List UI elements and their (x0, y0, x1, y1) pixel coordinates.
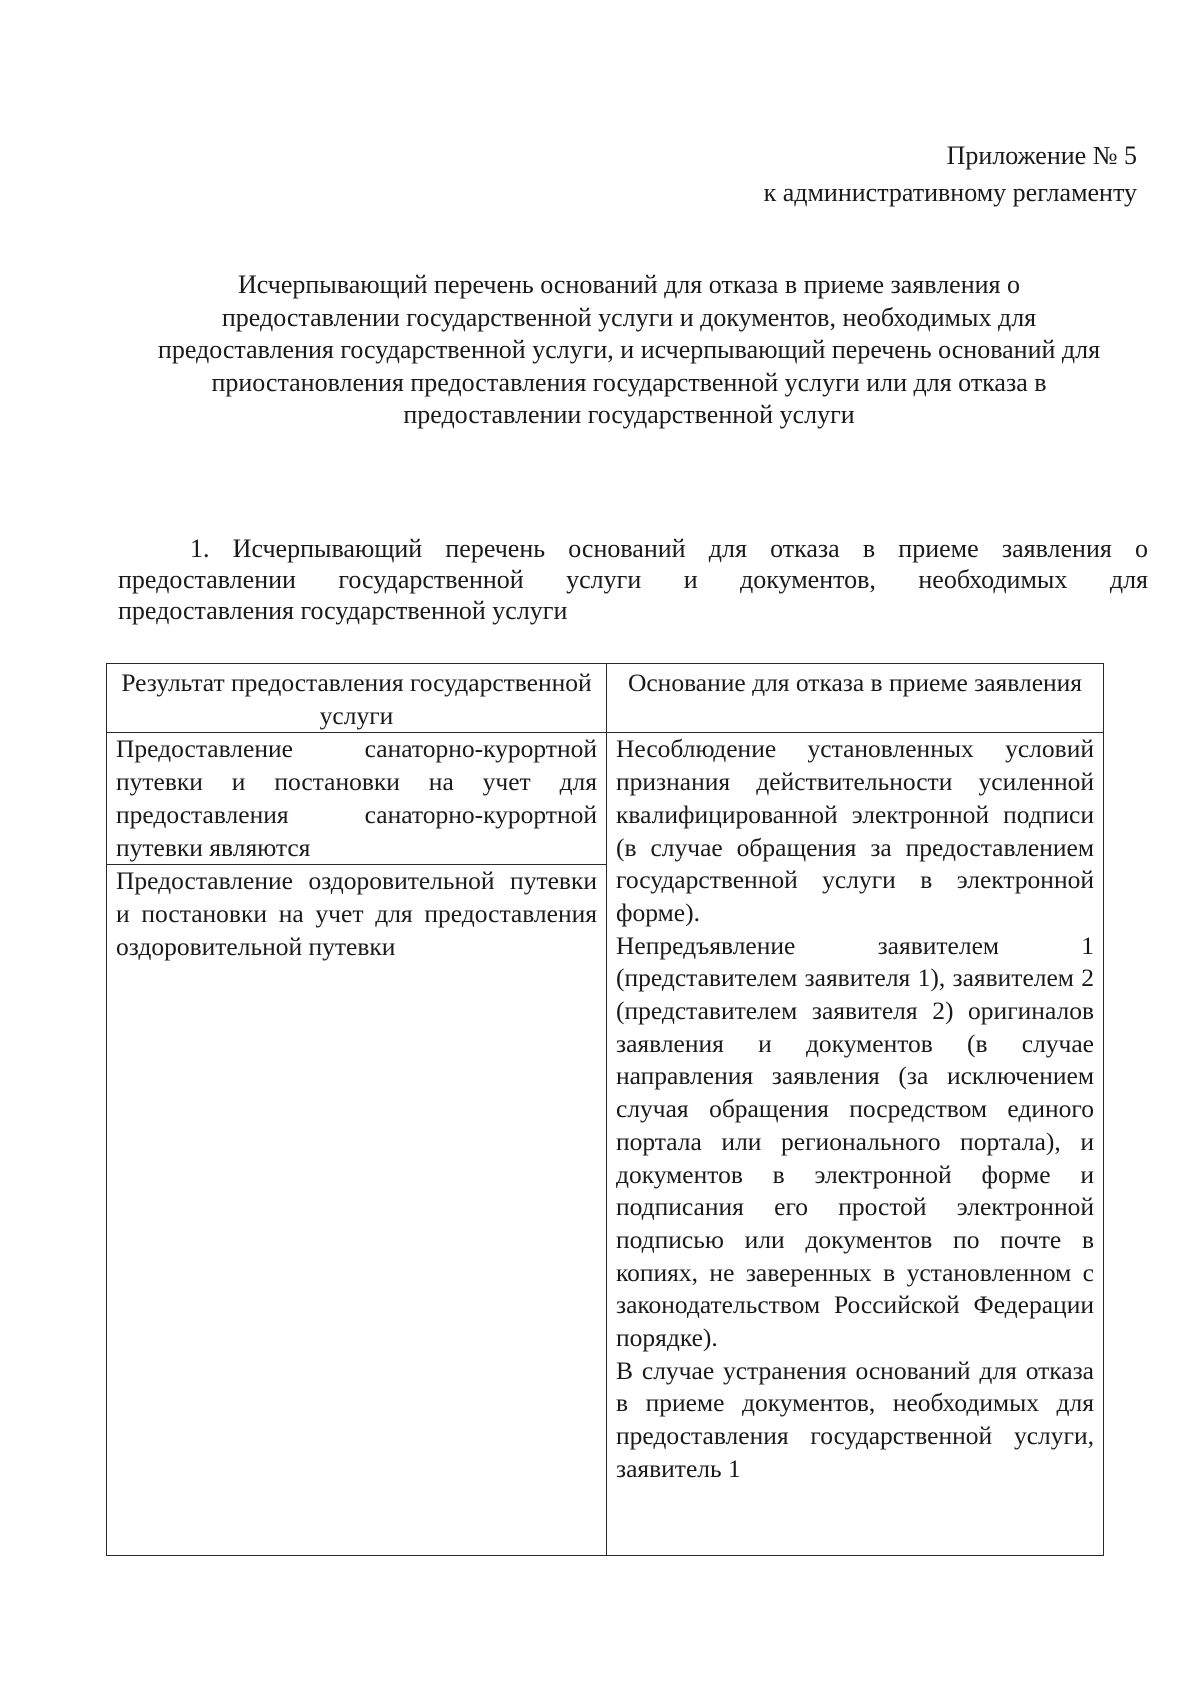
section-line: предоставлении государственной услуги и документов, необходимых для (118, 565, 1148, 594)
table-header-row (107, 664, 1104, 733)
header-grounds: Основание для отказа в приеме заявления (607, 664, 1104, 733)
section-line: 1. Исчерпывающий перечень оснований для отказа в приеме заявления о (190, 534, 1148, 563)
title-line: предоставлении государственной услуги и документов, необходимых для (221, 302, 1037, 332)
result-sanatorium: Предоставление санаторно-курортной путевки и постановки на учет для предоставления санаторно-курортной путевки являются (107, 733, 607, 865)
appendix-reference (764, 137, 1137, 211)
header-result: Результат предоставления государственной услуги (107, 664, 607, 733)
title-line: Исчерпывающий перечень оснований для отказа в приеме заявления о (237, 270, 1020, 299)
ground-elimination: В случае устранения оснований для отказа в приеме документов, необходимых для предоставления государственной услуги, заявитель 1 (616, 1355, 1094, 1483)
title-line: приостановления предоставления государственной услуги или для отказа в (211, 367, 1047, 397)
appendix-regulation: к административному регламенту (763, 178, 1137, 207)
document-title (110, 269, 1148, 432)
result-health-voucher: Предоставление оздоровительной путевки и постановки на учет для предоставления оздоровительной путевки (107, 865, 607, 1556)
title-line: предоставлении государственной услуги (403, 400, 855, 429)
title-line: предоставления государственной услуги, и исчерпывающий перечень оснований для (157, 335, 1101, 364)
section-1-heading (118, 533, 1148, 626)
grounds-cell (607, 733, 1104, 1556)
table-row (107, 733, 1104, 865)
refusal-grounds-table (106, 663, 1104, 1556)
ground-signature: Несоблюдение установленных условий признания действительности усиленной квалифицированной электронной подписи (в случае обращения за предоставлением государственной услуги в электронной форме). (616, 734, 1094, 927)
ground-originals: Непредъявление заявителем 1 (представителем заявителя 1), заявителем 2 (представителем заявителя 2) оригиналов заявления и документов (в случае направления заявления (за исключением случая обращения посредством единого портала или регионального портала), и документов в электронной форме и подписания его простой электронной подписью или документов по почте в копиях, не заверенных в установленном с законодательством Российской Федерации порядке). (616, 930, 1094, 1353)
section-line: предоставления государственной услуги (118, 596, 568, 625)
appendix-number: Приложение № 5 (946, 141, 1137, 170)
